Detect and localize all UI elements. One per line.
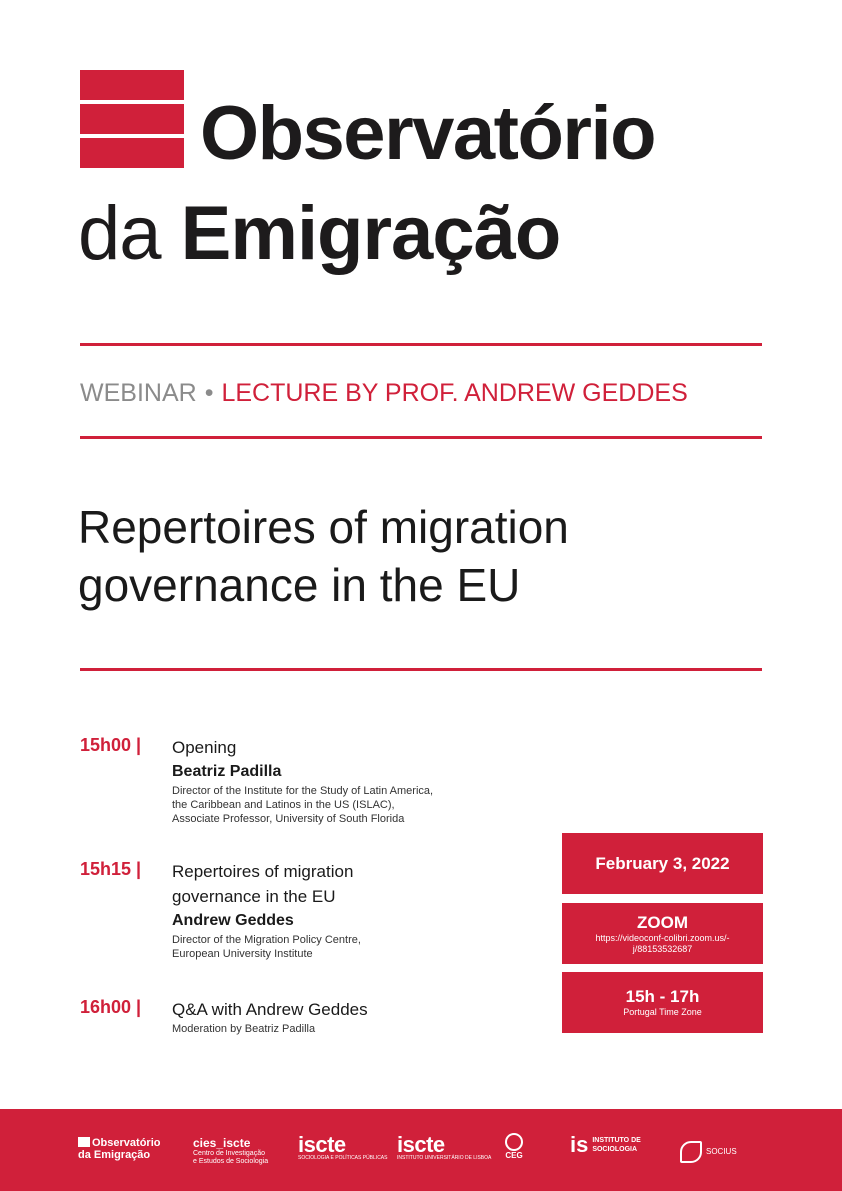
iscte-logo-sub: INSTITUTO UNIVERSITÁRIO DE LISBOA <box>397 1155 492 1161</box>
ceg-logo <box>502 1133 526 1161</box>
cies-logo-line: e Estudos de Sociologia <box>193 1158 269 1165</box>
agenda-description: Associate Professor, University of South Florida <box>172 813 405 825</box>
observatorio-logo-line: da Emigração <box>78 1149 151 1161</box>
kicker-separator: • <box>204 379 214 407</box>
logo-bar <box>80 70 184 100</box>
cies-logo-line: Centro de Investigação <box>193 1150 265 1157</box>
globe-icon <box>505 1133 523 1151</box>
agenda-body <box>172 859 502 961</box>
zoom-link[interactable]: https://videoconf-colibri.zoom.us/- <box>595 932 730 943</box>
platform-box <box>562 903 763 964</box>
logo-subtitle-light: da <box>78 191 161 276</box>
divider <box>80 668 762 671</box>
divider <box>80 343 762 346</box>
event-platform: ZOOM <box>637 912 688 932</box>
logo-mark <box>80 70 184 172</box>
kicker-headline: LECTURE BY PROF. ANDREW GEDDES <box>221 379 688 407</box>
iscte-logo-name: iscte <box>298 1132 346 1157</box>
agenda-speaker: Andrew Geddes <box>172 912 294 929</box>
agenda-body <box>172 735 502 826</box>
date-box <box>562 833 763 894</box>
event-timezone: Portugal Time Zone <box>623 1007 702 1017</box>
zoom-link[interactable]: j/88153532687 <box>632 943 693 954</box>
agenda-time: 15h15 | <box>80 859 142 879</box>
kicker-label: WEBINAR <box>80 379 197 407</box>
agenda-label: Opening <box>172 738 237 757</box>
event-time: 15h - 17h <box>625 987 700 1006</box>
socius-logo-name: SOCIUS <box>706 1147 737 1157</box>
agenda-label: Repertoires of migration <box>172 862 354 881</box>
main-title-line: Repertoires of migration <box>78 501 569 553</box>
logo-subtitle-bold: Emigração <box>180 191 561 276</box>
is-logo-line: INSTITUTO DE <box>592 1137 641 1144</box>
iscte-university-logo <box>397 1132 492 1161</box>
instituto-sociologia-logo <box>570 1132 641 1157</box>
ceg-logo-name: CEG <box>505 1151 523 1160</box>
logo-subtitle <box>78 191 561 276</box>
time-box <box>562 972 763 1033</box>
logo-title: Observatório <box>200 91 656 176</box>
agenda-speaker: Beatriz Padilla <box>172 763 282 780</box>
agenda-time: 15h00 | <box>80 735 142 755</box>
event-kicker <box>80 378 688 408</box>
agenda-description: Director of the Migration Policy Centre, <box>172 934 361 946</box>
agenda-description: European University Institute <box>172 948 313 960</box>
iscte-sociologia-logo <box>298 1132 388 1161</box>
agenda-label: governance in the EU <box>172 887 336 906</box>
logo-bar <box>80 138 184 168</box>
divider <box>80 436 762 439</box>
main-title <box>78 498 778 614</box>
cies-logo-name: cies_iscte <box>193 1136 251 1150</box>
observatorio-logo-line: Observatório <box>92 1137 161 1149</box>
agenda-description: Director of the Institute for the Study of Latin America, <box>172 785 434 797</box>
agenda-description: the Caribbean and Latinos in the US (ISLAC), <box>172 799 395 811</box>
agenda-description: Moderation by Beatriz Padilla <box>172 1023 316 1035</box>
logo-bars-icon <box>78 1137 90 1147</box>
is-logo-line: SOCIOLOGIA <box>592 1146 638 1153</box>
observatorio-logo <box>78 1137 160 1161</box>
socius-logo <box>680 1141 737 1163</box>
agenda-body <box>172 997 502 1036</box>
socius-mark-icon <box>680 1141 702 1163</box>
is-logo-mark: is <box>570 1132 589 1157</box>
partner-footer <box>0 1109 842 1191</box>
agenda-time: 16h00 | <box>80 997 142 1017</box>
iscte-logo-sub: SOCIOLOGIA E POLÍTICAS PÚBLICAS <box>298 1155 388 1161</box>
iscte-logo-name: iscte <box>397 1132 445 1157</box>
main-title-line: governance in the EU <box>78 559 521 611</box>
event-date: February 3, 2022 <box>595 853 730 873</box>
logo-bar <box>80 104 184 134</box>
cies-logo <box>193 1136 268 1166</box>
agenda-label: Q&A with Andrew Geddes <box>172 1000 368 1019</box>
